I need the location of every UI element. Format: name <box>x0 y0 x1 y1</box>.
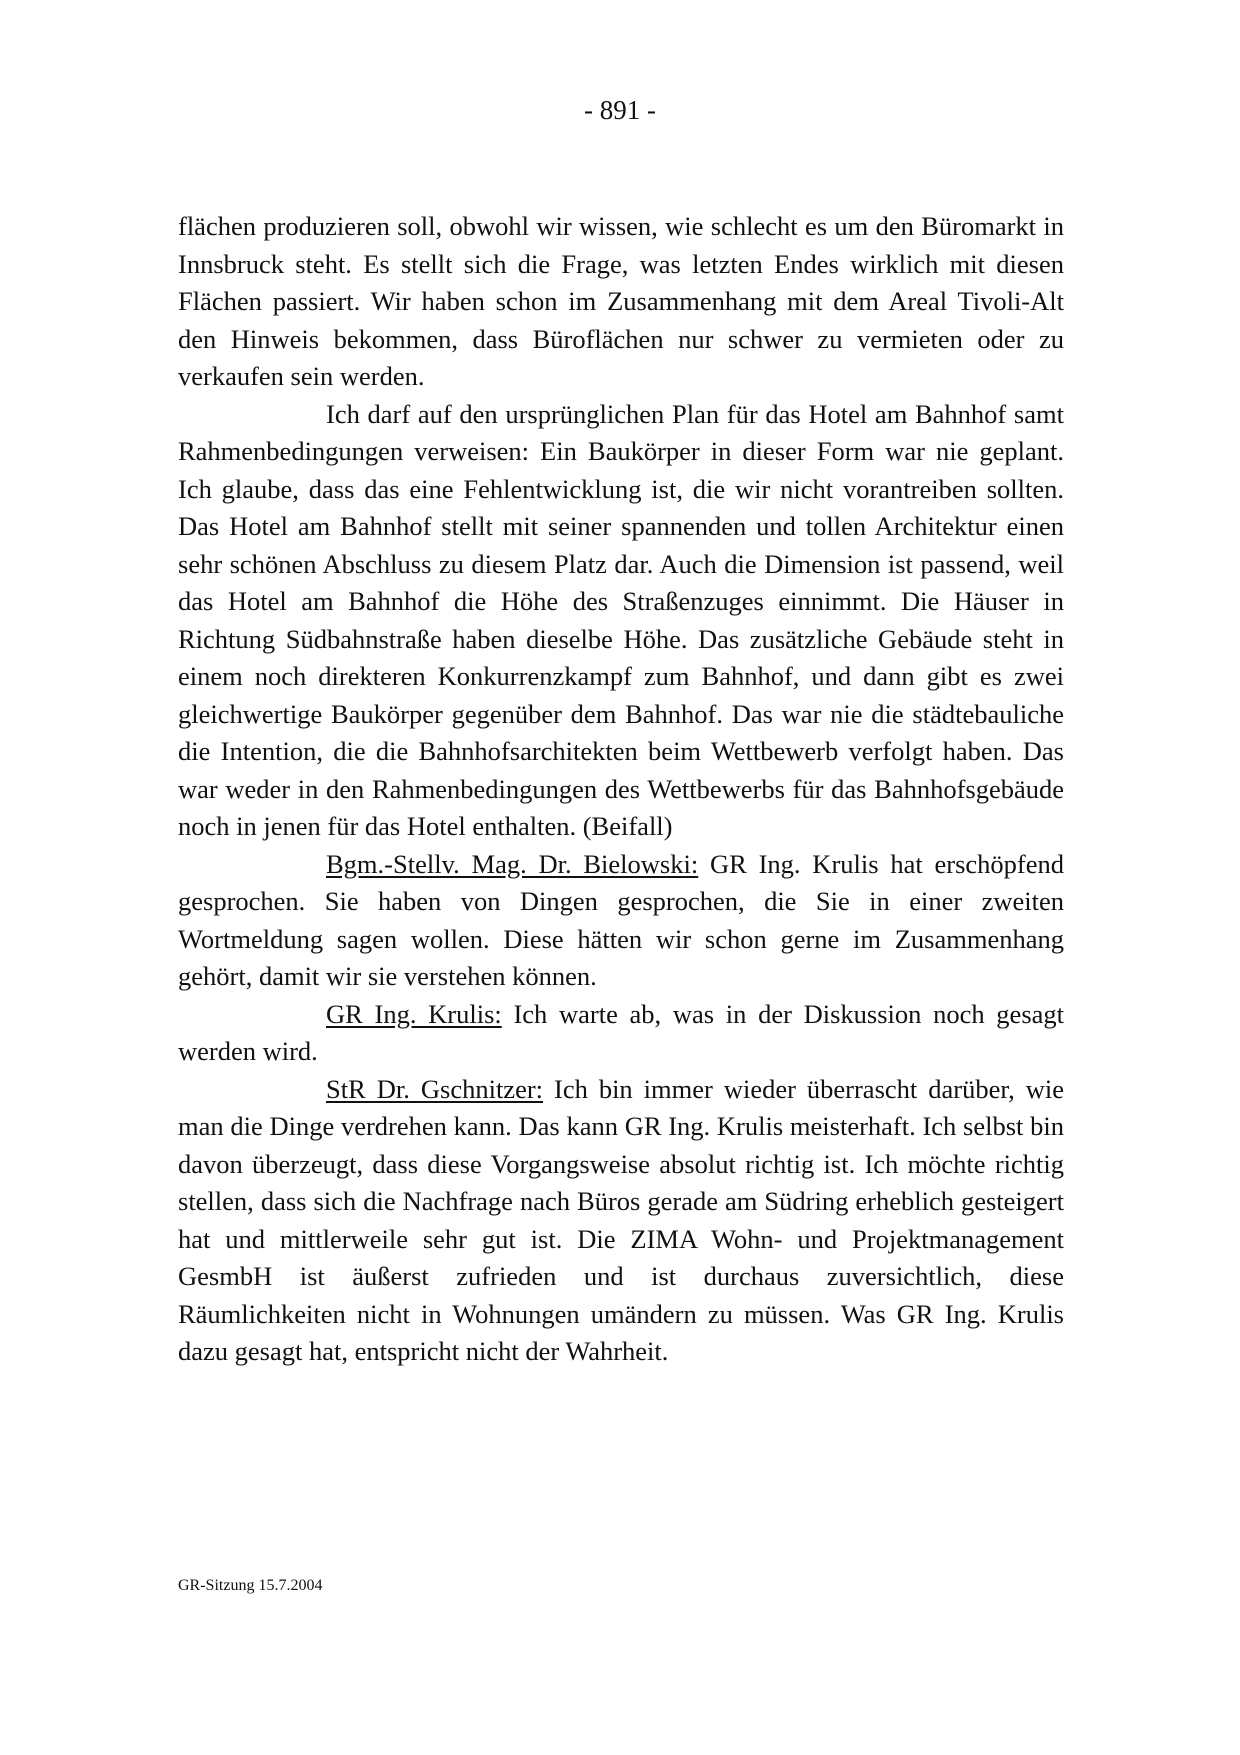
footer-session-date: GR-Sitzung 15.7.2004 <box>178 1577 323 1594</box>
paragraph-text: Ich darf auf den ursprünglichen Plan für das Hotel am Bahnhof samt Rahmenbedingungen verweisen: Ein Baukörper in dieser Form war nie geplant. Ich glaube, dass das eine Fehlentwicklung ist, die wir nicht vorantreiben sollten. Das Hotel am Bahnhof stellt mit seiner spannenden und tollen Architektur einen sehr schönen Abschluss zu diesem Platz dar. Auch die Dimension ist passend, weil das Hotel am Bahnhof die Höhe des Straßenzuges einnimmt. Die Häuser in Richtung Südbahnstraße haben dieselbe Höhe. Das zusätzliche Gebäude steht in einem noch direkteren Konkurrenzkampf zum Bahnhof, und dann gibt es zwei gleichwertige Baukörper gegenüber dem Bahnhof. Das war nie die städtebauliche die Intention, die die Bahnhofsarchitekten beim Wettbewerb verfolgt haben. Das war weder in den Rahmenbedingungen des Wettbewerbs für das Bahnhofsgebäude noch in jenen für das Hotel enthalten. (Beifall) <box>178 398 1064 841</box>
paragraph-text: flächen produzieren soll, obwohl wir wissen, wie schlecht es um den Büromarkt in Innsbruck steht. Es stellt sich die Frage, was letzten Endes wirklich mit diesen Flächen passiert. Wir haben schon im Zusammenhang mit dem Areal Tivoli-Alt den Hinweis bekommen, dass Büroflächen nur schwer zu vermieten oder zu verkaufen sein werden. <box>178 211 1064 391</box>
speech-text: GR Ing. Krulis hat erschöpfend gesprochen. Sie haben von Dingen gesprochen, die Sie in einer zweiten Wortmeldung sagen wollen. Diese hätten wir schon gerne im Zusammenhang gehört, damit wir sie verstehen können. <box>178 848 1064 991</box>
speech-paragraph <box>178 996 1064 1071</box>
speech-paragraph <box>178 1071 1064 1371</box>
speaker-name: StR Dr. Gschnitzer: <box>326 1073 544 1104</box>
page-number: - 891 - <box>584 95 656 125</box>
paragraph <box>178 208 1064 396</box>
speech-paragraph <box>178 846 1064 996</box>
paragraph <box>178 396 1064 846</box>
speaker-name: Bgm.-Stellv. Mag. Dr. Bielowski: <box>326 848 699 879</box>
speech-text: Ich warte ab, was in der Diskussion noch gesagt werden wird. <box>178 998 1064 1066</box>
speaker-name: GR Ing. Krulis: <box>326 998 502 1029</box>
document-body <box>178 208 1064 1371</box>
speech-text: Ich bin immer wieder überrascht darüber, wie man die Dinge verdrehen kann. Das kann GR Ing. Krulis meisterhaft. Ich selbst bin davon überzeugt, dass diese Vorgangsweise absolut richtig ist. Ich möchte richtig stellen, dass sich die Nachfrage nach Büros gerade am Südring erheblich gesteigert hat und mittlerweile sehr gut ist. Die ZIMA Wohn- und Projektmanagement GesmbH ist äußerst zufrieden und ist durchaus zuversichtlich, diese Räumlichkeiten nicht in Wohnungen umändern zu müssen. Was GR Ing. Krulis dazu gesagt hat, entspricht nicht der Wahrheit. <box>178 1073 1064 1366</box>
